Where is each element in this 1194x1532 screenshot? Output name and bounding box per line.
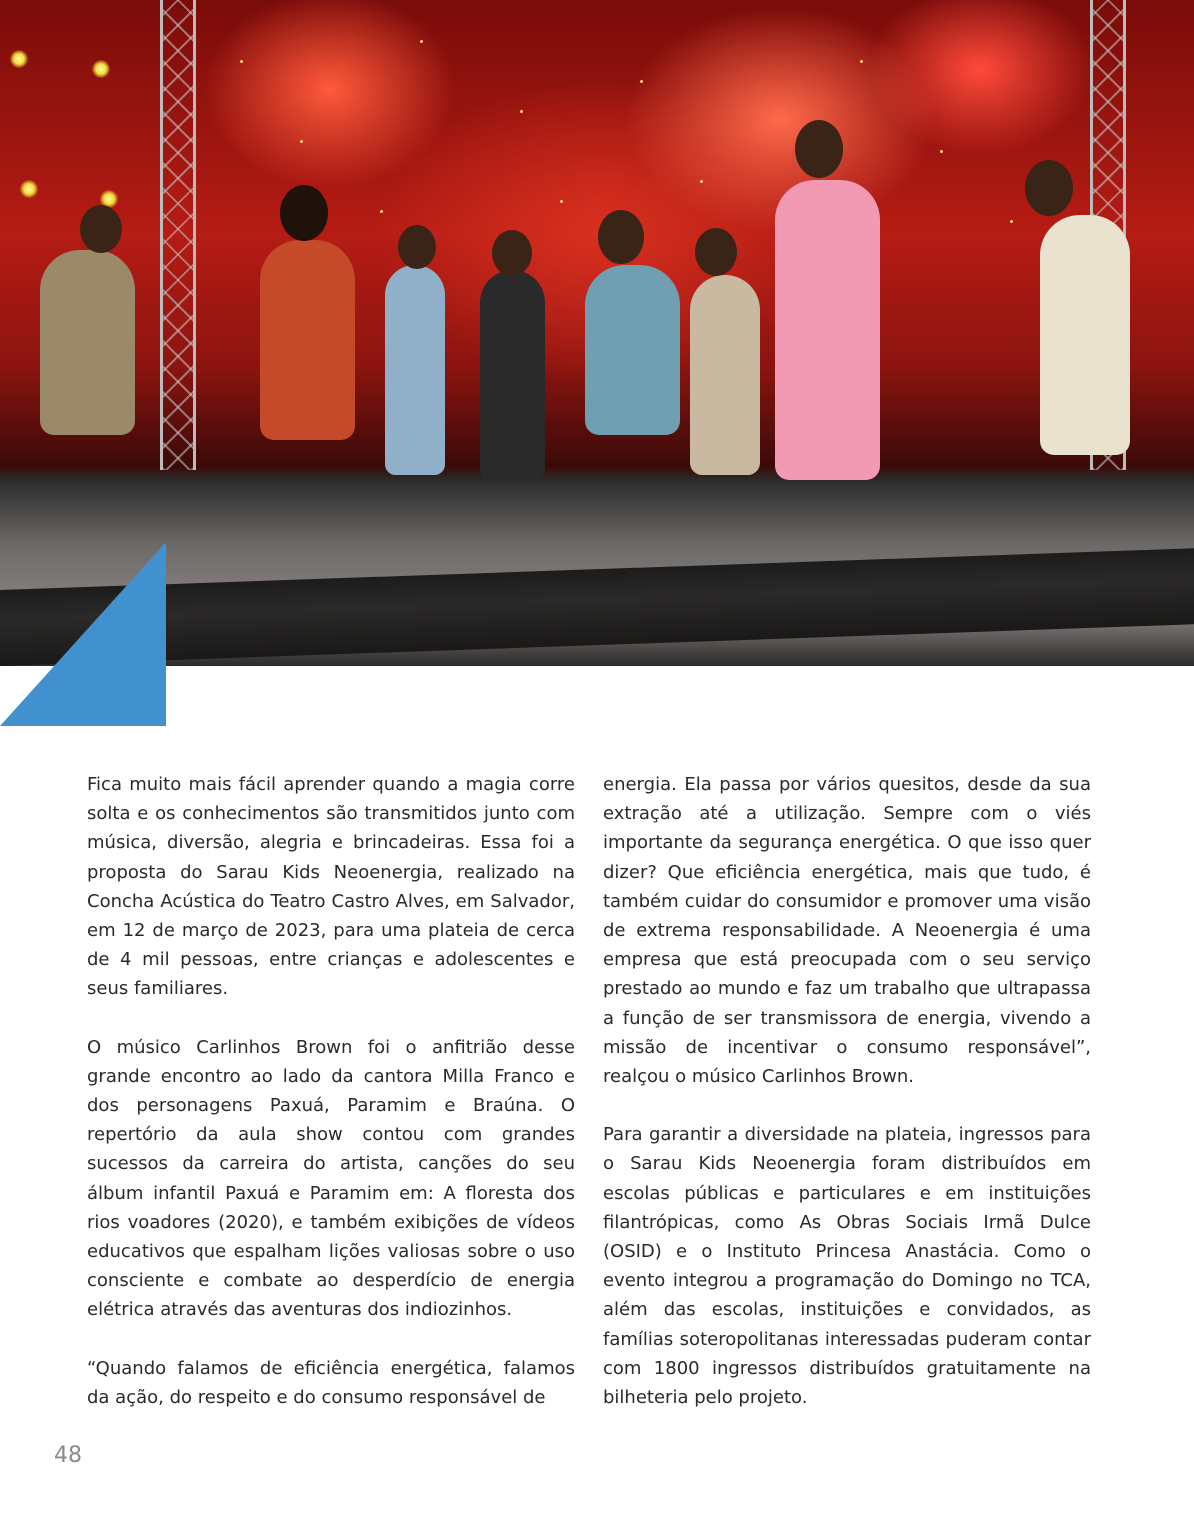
dancer <box>585 265 680 435</box>
hero-photo <box>0 0 1194 666</box>
stage-edge <box>0 548 1194 666</box>
article-paragraph: O músico Carlinhos Brown foi o anfitrião desse grande encontro ao lado da cantora Milla Franco e dos personagens Paxuá, Paramim e Braúna. O repertório da aula show contou com grandes sucessos da carreira do artista, canções do seu álbum infantil Paxuá e Paramim em: A floresta dos rios voadores (2020), e também exibições de vídeos educativos que espalham lições valiosas sobre o uso consciente e combate ao desperdício de energia elétrica através das aventuras dos indiozinhos. <box>87 1036 575 1321</box>
article-left-column <box>87 770 575 1441</box>
stage-light <box>20 180 38 198</box>
dancer <box>260 240 355 440</box>
stage-light <box>10 50 28 68</box>
dancer <box>385 265 445 475</box>
dancer <box>690 275 760 475</box>
stage-truss <box>160 0 196 470</box>
article-paragraph: “Quando falamos de eficiência energética, falamos da ação, do respeito e do consumo responsável de <box>87 1357 575 1408</box>
stage-light <box>92 60 110 78</box>
dancer <box>40 250 135 435</box>
article-paragraph: Fica muito mais fácil aprender quando a magia corre solta e os conhecimentos são transmitidos junto com música, diversão, alegria e brincadeiras. Essa foi a proposta do Sarau Kids Neoenergia, realizado na Concha Acústica do Teatro Castro Alves, em Salvador, em 12 de março de 2023, para uma plateia de cerca de 4 mil pessoas, entre crianças e adolescentes e seus familiares. <box>87 774 575 1000</box>
article-right-column <box>603 770 1091 1441</box>
dancer <box>480 270 545 480</box>
dancer <box>775 180 880 480</box>
dancer <box>1040 215 1130 455</box>
article-paragraph: energia. Ela passa por vários quesitos, desde da sua extração até a utilização. Sempre com o viés importante da segurança energética. O que isso quer dizer? Que eficiência energética, mais que tudo, é também cuidar do consumidor e promover uma visão de extrema responsabilidade. A Neoenergia é uma empresa que está preocupada com o seu serviço prestado ao mundo e faz um trabalho que ultrapassa a função de ser transmissora de energia, vivendo a missão de incentivar o consumo responsável”, realçou o músico Carlinhos Brown. <box>603 774 1091 1088</box>
page-number: 48 <box>54 1443 82 1468</box>
article-paragraph: Para garantir a diversidade na plateia, ingressos para o Sarau Kids Neoenergia foram distribuídos em escolas públicas e particulares e em instituições filantrópicas, como As Obras Sociais Irmã Dulce (OSID) e o Instituto Princesa Anastácia. Como o evento integrou a programação do Domingo no TCA, além das escolas, instituições e convidados, as famílias soteropolitanas interessadas puderam contar com 1800 ingressos distribuídos gratuitamente na bilheteria pelo projeto. <box>603 1124 1091 1409</box>
